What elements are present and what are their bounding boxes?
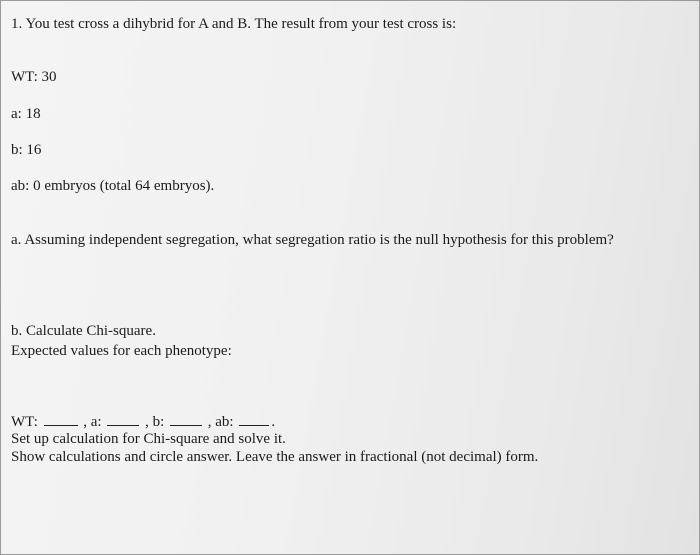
expected-wt-blank[interactable] [44, 411, 78, 426]
expected-a-blank[interactable] [107, 411, 139, 426]
result-b: b: 16 [11, 142, 42, 158]
part-b-instructions: Show calculations and circle answer. Leave the answer in fractional (not decimal) form. [11, 449, 539, 465]
expected-values-line [11, 411, 275, 431]
part-b-subtitle: Expected values for each phenotype: [11, 343, 232, 359]
result-ab: ab: 0 embryos (total 64 embryos). [11, 178, 215, 194]
part-b-title: b. Calculate Chi-square. [11, 323, 156, 339]
expected-b-label: , b: [145, 414, 165, 430]
expected-b-blank[interactable] [170, 411, 202, 426]
part-b-setup: Set up calculation for Chi-square and solve it. [11, 431, 286, 447]
result-a: a: 18 [11, 106, 41, 122]
expected-end-period: . [271, 414, 276, 430]
part-a-question: a. Assuming independent segregation, what segregation ratio is the null hypothesis for this problem? [11, 232, 614, 248]
expected-ab-blank[interactable] [239, 411, 269, 426]
expected-wt-label: WT: [11, 414, 38, 430]
result-wt: WT: 30 [11, 69, 57, 85]
expected-ab-label: , ab: [207, 414, 234, 430]
expected-a-label: , a: [83, 414, 102, 430]
question-intro: 1. You test cross a dihybrid for A and B. The result from your test cross is: [11, 16, 457, 32]
